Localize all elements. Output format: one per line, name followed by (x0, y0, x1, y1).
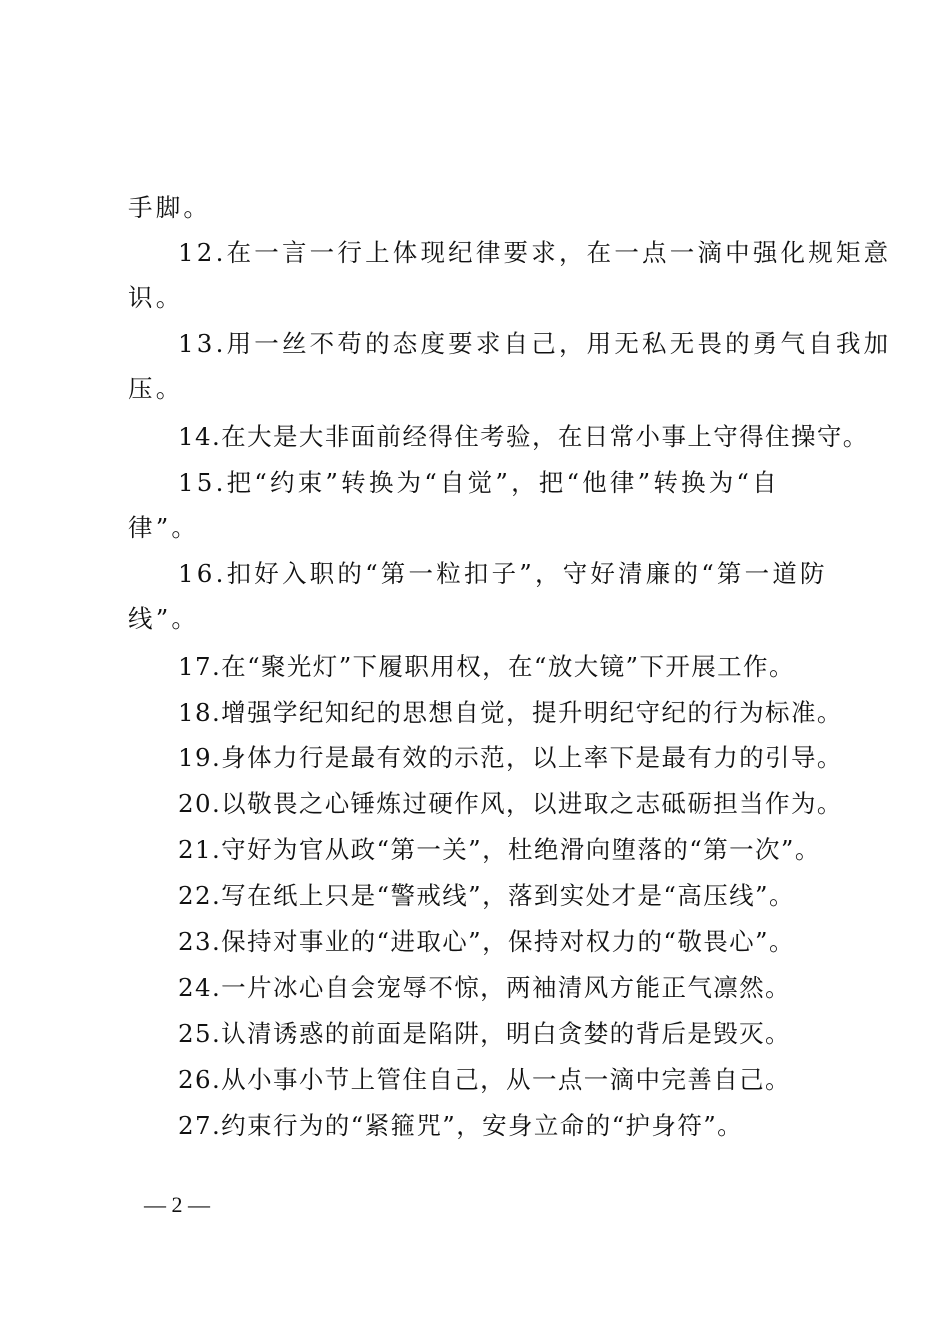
text-line: 26.从小事小节上管住自己，从一点一滴中完善自己。 (178, 1065, 791, 1094)
text-line: 识。 (128, 283, 184, 312)
text-line: 14.在大是大非面前经得住考验，在日常小事上守得住操守。 (178, 422, 869, 451)
text-line: 24.一片冰心自会宠辱不惊，两袖清风方能正气凛然。 (178, 973, 791, 1002)
text-line: 23.保持对事业的“进取心”，保持对权力的“敬畏心”。 (178, 927, 795, 956)
text-line: 线”。 (128, 604, 200, 633)
text-line: 12.在一言一行上体现纪律要求，在一点一滴中强化规矩意 (178, 238, 892, 267)
text-line: 22.写在纸上只是“警戒线”，落到实处才是“高压线”。 (178, 881, 795, 910)
text-line: 19.身体力行是最有效的示范，以上率下是最有力的引导。 (178, 743, 843, 772)
text-line: 16.扣好入职的“第一粒扣子”，守好清廉的“第一道防 (178, 559, 828, 588)
text-line: 20.以敬畏之心锤炼过硬作风，以进取之志砥砺担当作为。 (178, 789, 843, 818)
text-line: 27.约束行为的“紧箍咒”，安身立命的“护身符”。 (178, 1111, 744, 1140)
text-line: 18.增强学纪知纪的思想自觉，提升明纪守纪的行为标准。 (178, 698, 843, 727)
text-line: 压。 (128, 374, 184, 403)
text-line: 25.认清诱惑的前面是陷阱，明白贪婪的背后是毁灭。 (178, 1019, 791, 1048)
text-line: 17.在“聚光灯”下履职用权，在“放大镜”下开展工作。 (178, 652, 795, 681)
text-line: 21.守好为官从政“第一关”，杜绝滑向堕落的“第一次”。 (178, 835, 821, 864)
page-number: — 2 — (144, 1192, 210, 1217)
text-line: 13.用一丝不苟的态度要求自己，用无私无畏的勇气自我加 (178, 329, 892, 358)
text-line: 律”。 (128, 513, 200, 542)
text-line: 手脚。 (128, 193, 212, 222)
text-line: 15.把“约束”转换为“自觉”，把“他律”转换为“自 (178, 468, 780, 497)
